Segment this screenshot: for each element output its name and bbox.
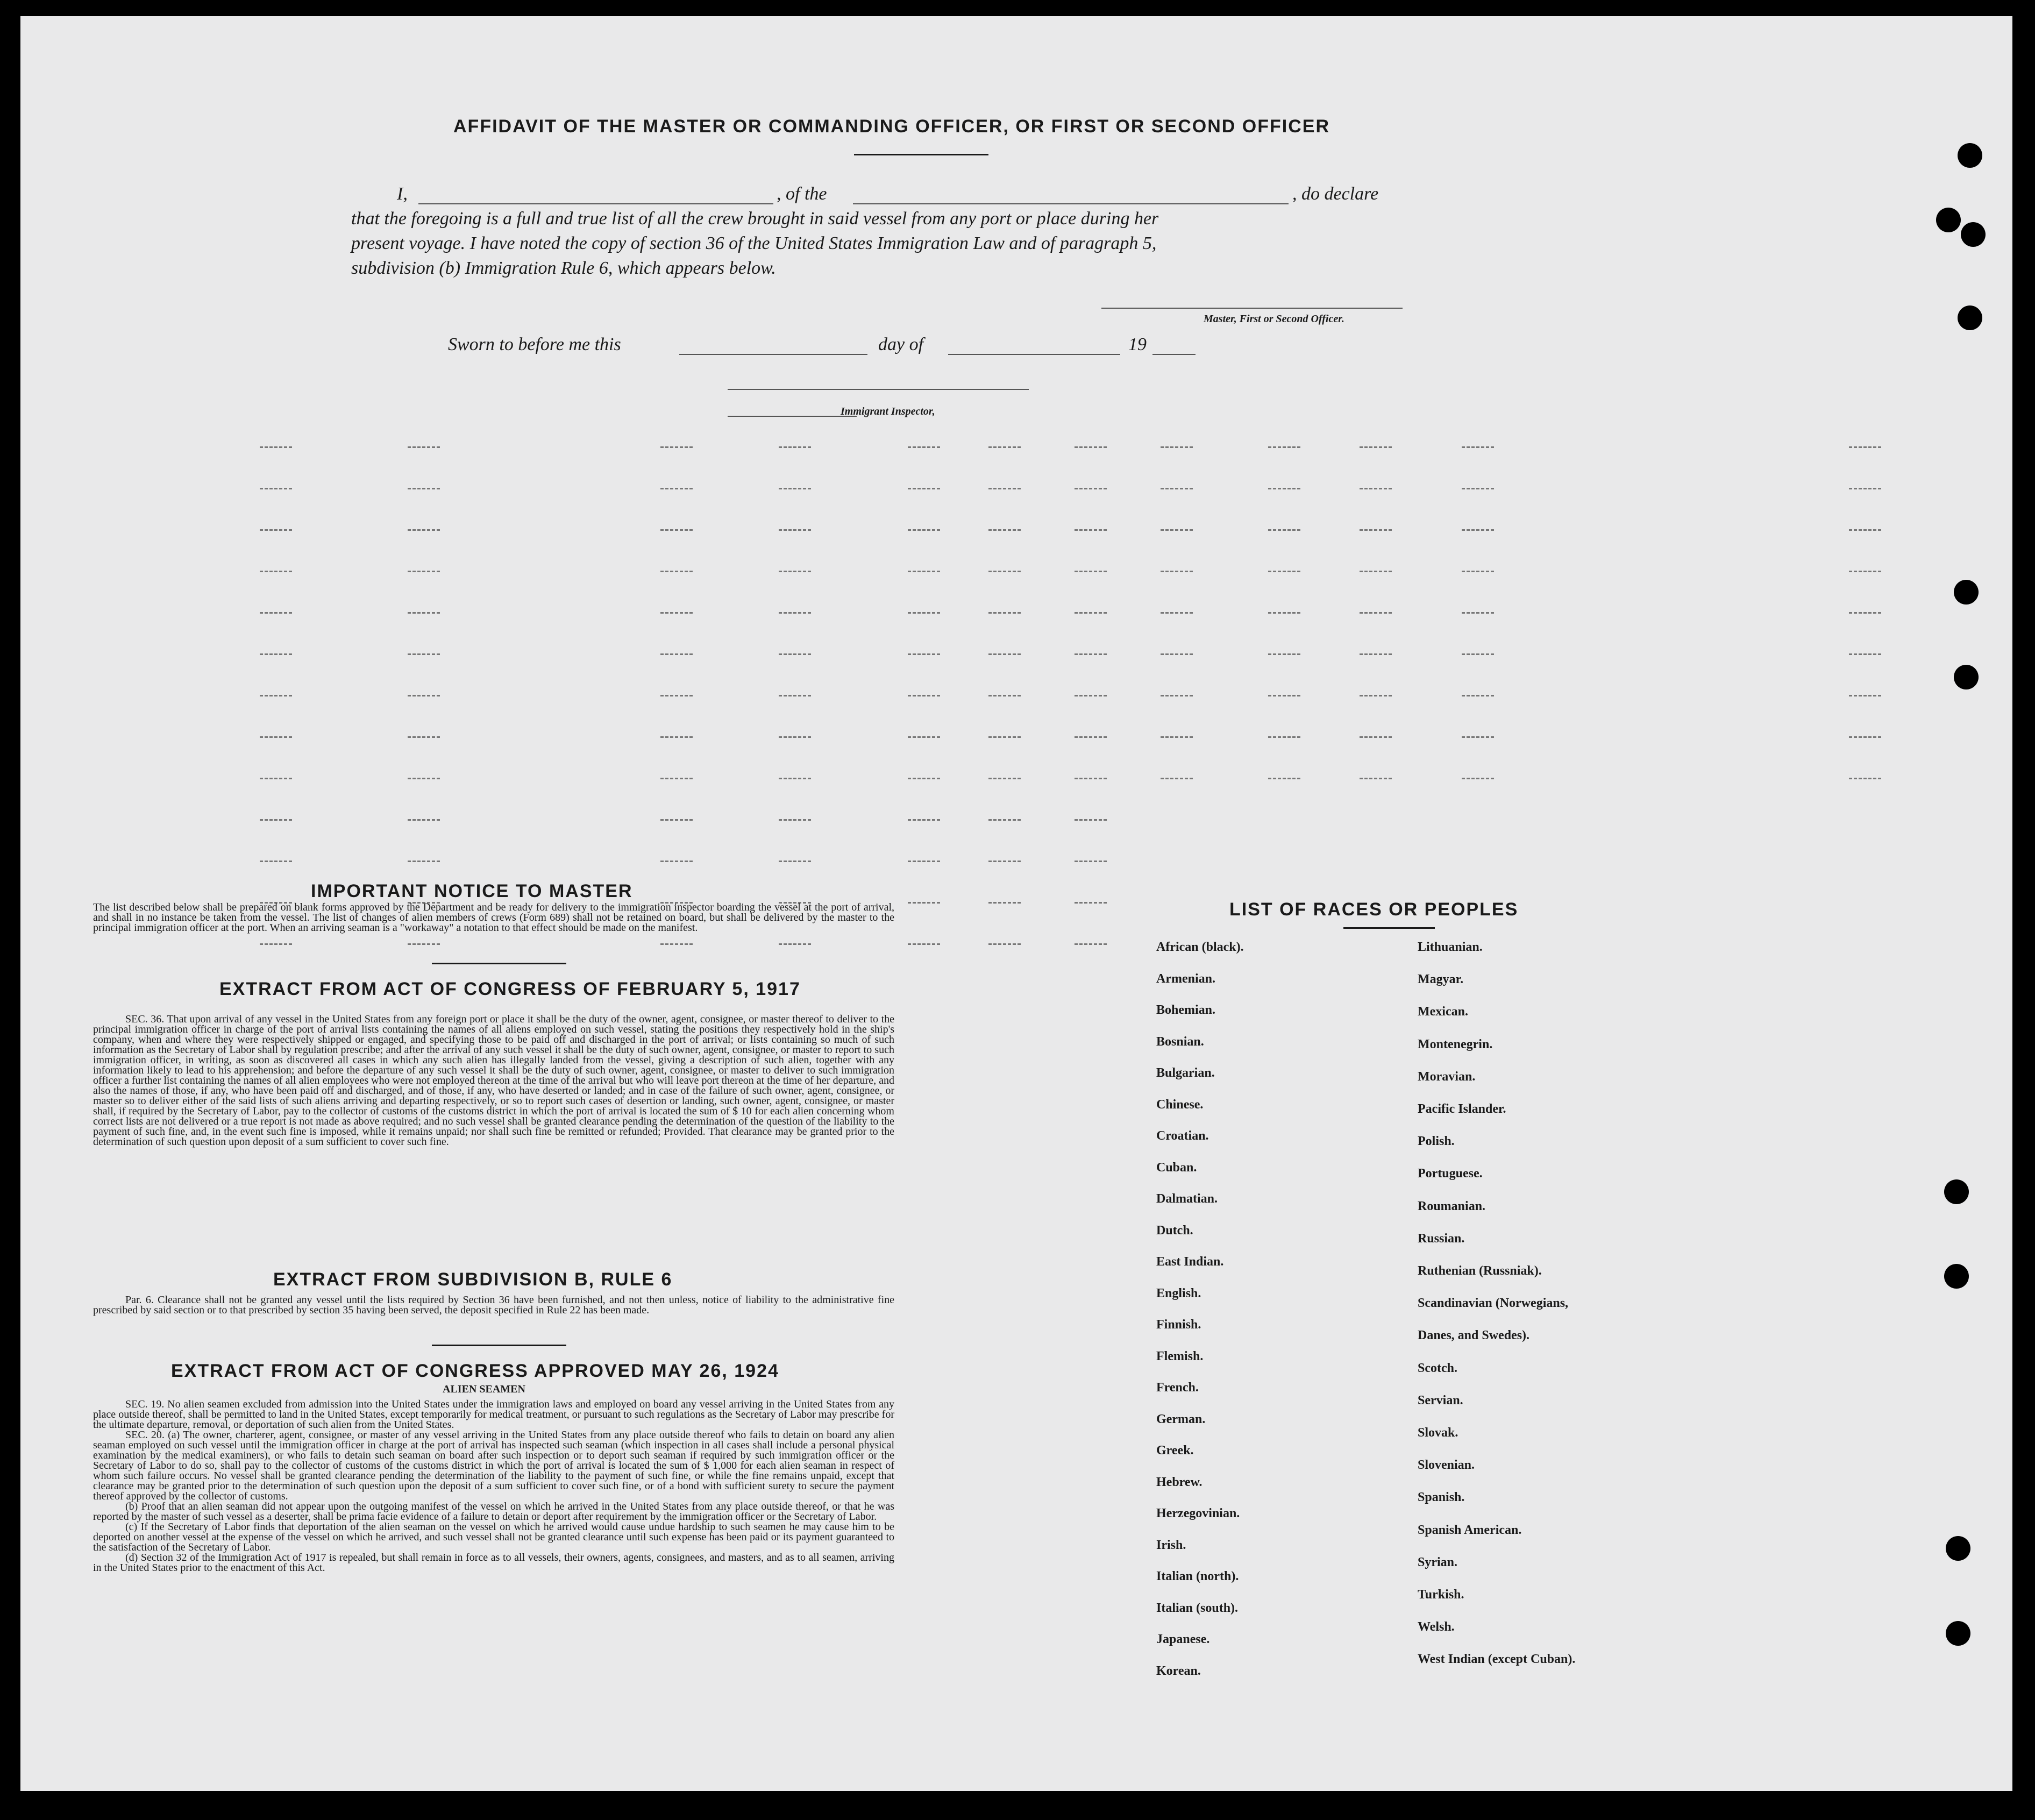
race-item: Montenegrin. (1418, 1037, 1493, 1051)
race-item: Cuban. (1156, 1160, 1197, 1175)
race-item: East Indian. (1156, 1255, 1224, 1269)
race-item: Dalmatian. (1156, 1192, 1218, 1206)
bleed-dash (988, 488, 1021, 489)
vessel-name-blank[interactable] (853, 203, 1289, 204)
bleed-dash (1849, 653, 1881, 655)
race-item: Russian. (1418, 1231, 1465, 1246)
bleed-dash (1161, 446, 1193, 448)
bleed-dash (779, 819, 811, 821)
bleed-dash (779, 943, 811, 945)
bleed-dash (1462, 571, 1494, 572)
bleed-dash (1075, 943, 1107, 945)
bleed-dash (908, 736, 940, 738)
bleed-dash (1268, 736, 1300, 738)
bleed-dash (660, 488, 693, 489)
bleed-dash (1268, 612, 1300, 614)
race-item: Scandinavian (Norwegians, (1418, 1296, 1569, 1311)
race-item: Chinese. (1156, 1097, 1204, 1112)
bleed-dash (1161, 488, 1193, 489)
bleed-dash (408, 446, 440, 448)
declare-label: , do declare (1292, 184, 1379, 204)
bleed-dash (1849, 736, 1881, 738)
bleed-dash (260, 736, 292, 738)
extract-1917-title: EXTRACT FROM ACT OF CONGRESS OF FEBRUARY 5, 1917 (219, 979, 801, 999)
bleed-dash (260, 529, 292, 531)
race-item: Pacific Islander. (1418, 1102, 1506, 1116)
bleed-dash (1268, 488, 1300, 489)
inspector-short-line (728, 416, 857, 417)
bleed-dash (779, 653, 811, 655)
race-item: Spanish American. (1418, 1523, 1522, 1537)
bleed-dash (988, 612, 1021, 614)
sworn-line (448, 335, 1201, 358)
master-signature-line[interactable] (1101, 308, 1403, 309)
race-item: Armenian. (1156, 971, 1215, 986)
bleed-dash (1849, 529, 1881, 531)
race-item: Danes, and Swedes). (1418, 1328, 1530, 1343)
bleed-dash (1360, 446, 1392, 448)
bleed-dash (260, 861, 292, 862)
rule6-rule (432, 1345, 566, 1346)
declarant-name-blank[interactable] (418, 203, 773, 204)
bleed-dash (408, 488, 440, 489)
bleed-dash (660, 819, 693, 821)
bleed-dash (660, 861, 693, 862)
bleed-dash (1360, 778, 1392, 779)
bleed-dash (1161, 612, 1193, 614)
bleed-dash (988, 861, 1021, 862)
sec-20a: SEC. 20. (a) The owner, charterer, agent, consignee, or master of any vessel arriving in the United States from any place outside thereof who fails to detain on board any alien seaman employed on such vessel until the immigration officer in charge at the port of arrival has inspected such seaman (which inspection in all cases shall include a personal physical examination by the medical examiners), or who fails to detain such seaman on board after such inspection or to deport such seaman if required by such immigration officer or the Secretary of Labor to do so, shall pay to the collector of customs of the customs district in which the port of arrival is located the sum of $ 1,000 for each alien seaman in respect of whom such failure occurs. No vessel shall be granted clearance pending the determination of the liability to the payment of such fine, or while the fine remains unpaid, except that clearance may be granted prior to the determination of such question upon the deposit of a sum sufficient to cover such fine, or of a bond with sufficient surety to secure the payment thereof approved by the collector of customs. (93, 1429, 894, 1502)
bleed-dash (1075, 529, 1107, 531)
race-item: Croatian. (1156, 1129, 1209, 1143)
race-item: Ruthenian (Russniak). (1418, 1264, 1542, 1278)
bleed-dash (1462, 736, 1494, 738)
bleed-dash (908, 902, 940, 904)
sec-19: SEC. 19. No alien seamen excluded from admission into the United States under the immigration laws and employed on board any vessel arriving in the United States from any place outside thereof, shall be permitted to land in the United States, except temporarily for medical treatment, or pursuant to such regulations as the Secretary of Labor may prescribe for the ultimate departure, removal, or deportation of such alien from the United States. (93, 1398, 894, 1431)
bleed-dash (408, 571, 440, 572)
extract-1924-text (93, 1399, 894, 1573)
race-item: Bohemian. (1156, 1003, 1216, 1017)
sworn-year-blank[interactable] (1152, 354, 1196, 355)
race-item: Dutch. (1156, 1223, 1193, 1238)
rule6-body: Par. 6. Clearance shall not be granted any vessel until the lists required by Section 36 have been furnished, and not then unless, notice of liability to the administrative fine prescribed by said section or to that prescribed by section 35 having been served, the deposit specified in Rule 22 has been made. (93, 1294, 894, 1316)
race-item: Hebrew. (1156, 1475, 1202, 1489)
bleed-dash (908, 612, 940, 614)
race-item: Finnish. (1156, 1318, 1201, 1332)
bleed-dash (660, 736, 693, 738)
bleed-dash (660, 653, 693, 655)
binder-hole (1958, 305, 1982, 330)
extract-1924-title: EXTRACT FROM ACT OF CONGRESS APPROVED MAY 26, 1924 (171, 1361, 779, 1381)
bleed-dash (1075, 446, 1107, 448)
bleed-dash (1360, 653, 1392, 655)
race-item: Polish. (1418, 1134, 1455, 1149)
bleed-dash (908, 943, 940, 945)
race-item: African (black). (1156, 940, 1244, 954)
bleed-dash (1075, 612, 1107, 614)
bleed-dash (779, 778, 811, 779)
race-item: Herzegovinian. (1156, 1506, 1240, 1520)
bleed-dash (1360, 488, 1392, 489)
bleed-dash (908, 778, 940, 779)
race-item: Irish. (1156, 1538, 1186, 1552)
race-item: Korean. (1156, 1663, 1201, 1678)
race-item: French. (1156, 1381, 1199, 1395)
bleed-dash (1360, 736, 1392, 738)
bleed-dash (908, 446, 940, 448)
race-item: Bosnian. (1156, 1034, 1204, 1049)
bleed-dash (1462, 488, 1494, 489)
bleed-dash (1462, 612, 1494, 614)
race-item: Servian. (1418, 1393, 1463, 1407)
bleed-dash (1849, 612, 1881, 614)
bleed-dash (260, 943, 292, 945)
binder-hole (1954, 665, 1979, 689)
bleed-dash (408, 943, 440, 945)
bleed-dash (1075, 819, 1107, 821)
race-item: German. (1156, 1412, 1206, 1426)
notice-rule (432, 963, 566, 964)
bleed-dash (988, 819, 1021, 821)
bleed-dash (260, 695, 292, 696)
year-label: 19 (1128, 335, 1147, 354)
binder-hole (1946, 1536, 1970, 1561)
bleed-dash (779, 529, 811, 531)
bleed-dash (1075, 488, 1107, 489)
sworn-label: Sworn to before me this (448, 335, 621, 354)
races-title: LIST OF RACES OR PEOPLES (1229, 899, 1519, 920)
bleed-dash (408, 861, 440, 862)
bleed-dash (779, 736, 811, 738)
bleed-dash (1268, 778, 1300, 779)
race-item: Greek. (1156, 1444, 1194, 1458)
bleed-dash (260, 571, 292, 572)
bleed-dash (1161, 529, 1193, 531)
bleed-dash (1462, 695, 1494, 696)
bleed-dash (408, 695, 440, 696)
inspector-caption: Immigrant Inspector, (841, 406, 935, 417)
sworn-day-blank[interactable] (679, 354, 867, 355)
bleed-dash (260, 612, 292, 614)
bleed-dash (1268, 529, 1300, 531)
vessel-label: , of the (777, 184, 827, 204)
bleed-dash (908, 861, 940, 862)
day-of-label: day of (878, 335, 924, 354)
race-item: Mexican. (1418, 1005, 1468, 1019)
bleed-dash (1360, 571, 1392, 572)
bleed-dash (1075, 736, 1107, 738)
sec-20d: (d) Section 32 of the Immigration Act of 1917 is repealed, but shall remain in force as to all vessels, their owners, agents, consignees, and masters, and as to all seamen, arriving in the United States prior to the enactment of this Act. (93, 1552, 894, 1574)
binder-hole (1954, 580, 1979, 605)
race-item: Syrian. (1418, 1555, 1458, 1569)
bleed-dash (908, 653, 940, 655)
bleed-dash (908, 529, 940, 531)
race-item: Roumanian. (1418, 1199, 1486, 1213)
bleed-dash (1075, 695, 1107, 696)
race-item: Slovak. (1418, 1426, 1458, 1440)
bleed-dash (908, 488, 940, 489)
affidavit-line2: that the foregoing is a full and true list of all the crew brought in said vessel from any port or place during her (351, 209, 1159, 229)
race-item: Flemish. (1156, 1349, 1204, 1363)
bleed-dash (908, 695, 940, 696)
race-item: Bulgarian. (1156, 1066, 1215, 1080)
bleed-dash (908, 571, 940, 572)
bleed-dash (1462, 446, 1494, 448)
bleed-dash (408, 653, 440, 655)
race-item: Portuguese. (1418, 1167, 1483, 1181)
bleed-dash (660, 612, 693, 614)
form-sheet (20, 16, 2012, 1791)
race-item: Japanese. (1156, 1632, 1210, 1646)
bleed-dash (1161, 653, 1193, 655)
race-item: Turkish. (1418, 1588, 1464, 1602)
bleed-dash (1849, 488, 1881, 489)
bleed-dash (779, 861, 811, 862)
notice-body: The list described below shall be prepared on blank forms approved by the Department and be ready for delivery to the immigration inspector boarding the vessel at the port of arrival, and shall in no instance be taken from the vessel. The list of changes of alien members of crews (Form 689) shall not be retained on board, but shall be delivered by the master to the principal immigration officer at the port. When an arriving seaman is a "workaway" a notation to that effect should be made on the manifest. (93, 901, 894, 934)
bleed-dash (988, 943, 1021, 945)
master-caption: Master, First or Second Officer. (1204, 313, 1344, 325)
binder-hole (1936, 208, 1961, 232)
bleed-dash (260, 819, 292, 821)
bleed-dash (1075, 861, 1107, 862)
bleed-dash (988, 571, 1021, 572)
bleed-dash (660, 571, 693, 572)
race-item: Scotch. (1418, 1361, 1457, 1375)
bleed-dash (1075, 778, 1107, 779)
affidavit-title-rule (854, 154, 988, 155)
bleed-dash (779, 571, 811, 572)
bleed-dash (988, 529, 1021, 531)
affidavit-line3: present voyage. I have noted the copy of section 36 of the United States Immigration Law and of paragraph 5, (351, 233, 1157, 253)
bleed-dash (260, 446, 292, 448)
race-item: Moravian. (1418, 1069, 1476, 1084)
bleed-dash (1075, 653, 1107, 655)
binder-hole (1958, 143, 1982, 168)
bleed-dash (1075, 902, 1107, 904)
affidavit-title: AFFIDAVIT OF THE MASTER OR COMMANDING OFFICER, OR FIRST OR SECOND OFFICER (453, 116, 1330, 137)
binder-hole (1944, 1264, 1969, 1289)
race-item: English. (1156, 1286, 1201, 1300)
race-item: Italian (north). (1156, 1569, 1239, 1583)
bleed-dash (660, 446, 693, 448)
bleed-dash (988, 653, 1021, 655)
bleed-dash (988, 695, 1021, 696)
bleed-dash (1849, 571, 1881, 572)
bleed-dash (908, 819, 940, 821)
inspector-signature-line[interactable] (728, 389, 1029, 390)
bleed-dash (408, 529, 440, 531)
bleed-dash (988, 446, 1021, 448)
bleed-dash (1268, 695, 1300, 696)
bleed-dash (988, 778, 1021, 779)
bleed-dash (260, 488, 292, 489)
sec-20c: (c) If the Secretary of Labor finds that deportation of the alien seaman on the vessel on which he arrived would cause undue hardship to such seamen he may cause him to be deported on another vessel at the expense of the vessel on which he arrived, and such vessel shall not be granted clearance until such expense has been paid or its payment guaranteed to the satisfaction of the Secretary of Labor. (93, 1521, 894, 1553)
bleed-dash (660, 695, 693, 696)
bleed-dash (660, 943, 693, 945)
race-item: Lithuanian. (1418, 940, 1483, 954)
bleed-dash (1360, 529, 1392, 531)
binder-hole (1946, 1621, 1970, 1646)
affidavit-line4: subdivision (b) Immigration Rule 6, which appears below. (351, 258, 776, 278)
sworn-month-blank[interactable] (948, 354, 1120, 355)
bleed-dash (260, 778, 292, 779)
bleed-dash (1268, 653, 1300, 655)
extract-1924-subtitle: ALIEN SEAMEN (443, 1383, 525, 1395)
bleed-dash (260, 653, 292, 655)
bleed-dash (1849, 695, 1881, 696)
bleed-dash (779, 446, 811, 448)
bleed-dash (1360, 612, 1392, 614)
race-item: Italian (south). (1156, 1601, 1239, 1615)
affidavit-line1 (397, 184, 1446, 208)
binder-hole (1961, 222, 1986, 247)
bleed-dash (408, 612, 440, 614)
bleed-dash (1161, 736, 1193, 738)
bleed-dash (1462, 778, 1494, 779)
bleed-dash (1462, 653, 1494, 655)
bleed-dash (660, 529, 693, 531)
bleed-dash (1462, 529, 1494, 531)
races-rule (1343, 927, 1435, 929)
extract-1917-body: SEC. 36. That upon arrival of any vessel in the United States from any foreign port or place it shall be the duty of the owner, agent, consignee, or master thereof to deliver to the principal immigration officer in charge of the port of arrival lists containing the names of all aliens employed on such vessel, stating the positions they respectively hold in the ship's company, when and where they were respectively shipped or engaged, and specifying those to be paid off and discharged in the port of arrival; or lists containing so much of such information as the Secretary of Labor shall by regulation prescribe; and after the arrival of any such vessel it shall be the duty of such owner, agent, consignee, or master to report to such immigration officer, in writing, as soon as discovered all cases in which any such alien has illegally landed from the vessel, giving a description of such alien, together with any information likely to lead to his apprehension; and before the departure of any such vessel it shall be the duty of such owner, agent, consignee, or master to deliver to such immigration officer a further list containing the names of all alien employees who were not employed thereon at the time of the arrival but who will leave port thereon at the time of her departure, and also the names of those, if any, who have been paid off and discharged, and of those, if any, who have deserted or landed; and in case of the failure of such owner, agent, consignee, or master so to deliver either of the said lists of such aliens arriving and departing respectively, or so to report such cases of desertion or landing, such owner, agent, consignee, or master shall, if required by the Secretary of Labor, pay to the collector of customs of the customs district in which the port of arrival is located the sum of $ 10 for each alien concerning whom correct lists are not delivered or a true report is not made as above required; and no such vessel shall be granted clearance pending the determination of the question of the liability to the payment of such fine, and, in the event such fine is imposed, while it remains unpaid; nor shall such fine be remitted or refunded; Provided. That clearance may be granted prior to the determination of such question upon deposit of a sum sufficient to cover such fine. (93, 1013, 894, 1148)
bleed-dash (1268, 571, 1300, 572)
binder-hole (1944, 1179, 1969, 1204)
race-item: Slovenian. (1418, 1458, 1475, 1473)
bleed-dash (779, 488, 811, 489)
bleed-dash (660, 778, 693, 779)
bleed-dash (1161, 778, 1193, 779)
sec-20b: (b) Proof that an alien seaman did not appear upon the outgoing manifest of the vessel on which he arrived in the United States from any place outside thereof, or that he was reported by the master of such vessel as a deserter, shall be prima facie evidence of a failure to detain or deport after requirement by the immigration officer or the Secretary of Labor. (93, 1501, 894, 1523)
rule6-title: EXTRACT FROM SUBDIVISION B, RULE 6 (273, 1269, 673, 1290)
declarant-name-label: I, (397, 184, 408, 204)
bleed-dash (1849, 778, 1881, 779)
race-item: Magyar. (1418, 972, 1464, 987)
bleed-dash (988, 736, 1021, 738)
bleed-dash (408, 819, 440, 821)
bleed-dash (779, 695, 811, 696)
bleed-dash (1161, 695, 1193, 696)
bleed-dash (1161, 571, 1193, 572)
bleed-dash (1849, 446, 1881, 448)
bleed-dash (408, 736, 440, 738)
race-item: Welsh. (1418, 1620, 1455, 1634)
bleed-dash (779, 612, 811, 614)
bleed-dash (988, 902, 1021, 904)
bleed-dash (408, 778, 440, 779)
race-item: Spanish. (1418, 1490, 1465, 1505)
race-item: West Indian (except Cuban). (1418, 1652, 1576, 1667)
bleed-dash (1075, 571, 1107, 572)
bleed-dash (1268, 446, 1300, 448)
notice-title: IMPORTANT NOTICE TO MASTER (311, 881, 633, 901)
bleed-dash (1360, 695, 1392, 696)
